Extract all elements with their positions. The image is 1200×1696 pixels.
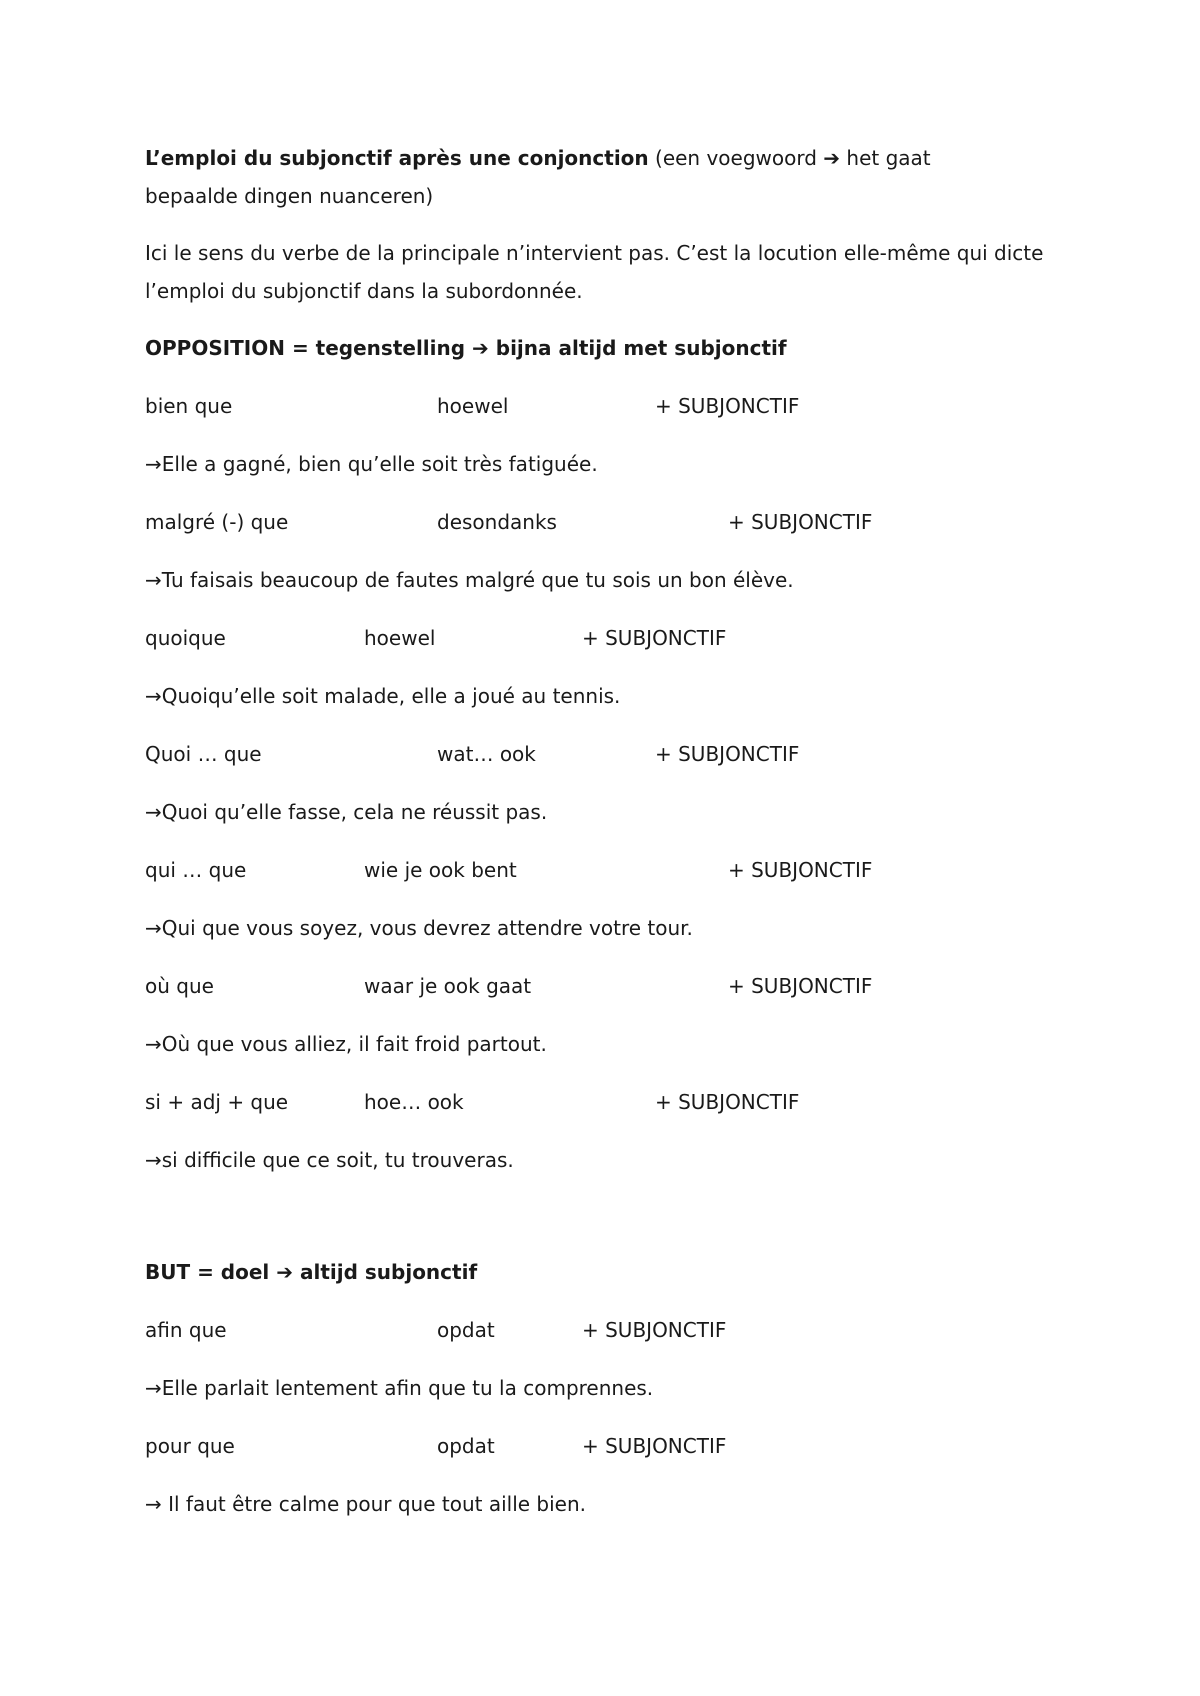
but-heading: BUT = doel ➔ altijd subjonctif xyxy=(145,1260,478,1284)
conjunction-mode: + SUBJONCTIF xyxy=(728,974,873,998)
title-bold: L’emploi du subjonctif après une conjonction xyxy=(145,146,649,170)
conjunction-nl: wat… ook xyxy=(437,742,536,766)
intro-line-2: l’emploi du subjonctif dans la subordonnée. xyxy=(145,279,583,303)
conjunction-mode: + SUBJONCTIF xyxy=(655,1090,800,1114)
conjunction-fr: pour que xyxy=(145,1434,235,1458)
conjunction-nl: hoewel xyxy=(364,626,436,650)
conjunction-mode: + SUBJONCTIF xyxy=(582,1434,727,1458)
example-sentence: →Tu faisais beaucoup de fautes malgré que tu sois un bon élève. xyxy=(145,568,794,592)
opposition-heading: OPPOSITION = tegenstelling ➔ bijna altijd met subjonctif xyxy=(145,336,787,360)
example-sentence: →Qui que vous soyez, vous devrez attendre votre tour. xyxy=(145,916,693,940)
conjunction-mode: + SUBJONCTIF xyxy=(728,510,873,534)
example-sentence: →si difficile que ce soit, tu trouveras. xyxy=(145,1148,514,1172)
conjunction-mode: + SUBJONCTIF xyxy=(655,742,800,766)
conjunction-nl: hoe… ook xyxy=(364,1090,464,1114)
example-sentence: →Elle a gagné, bien qu’elle soit très fatiguée. xyxy=(145,452,598,476)
conjunction-fr: quoique xyxy=(145,626,226,650)
conjunction-mode: + SUBJONCTIF xyxy=(655,394,800,418)
conjunction-fr: qui … que xyxy=(145,858,247,882)
example-sentence: → Il faut être calme pour que tout aille bien. xyxy=(145,1492,586,1516)
conjunction-fr: si + adj + que xyxy=(145,1090,289,1114)
conjunction-fr: afin que xyxy=(145,1318,227,1342)
conjunction-mode: + SUBJONCTIF xyxy=(582,1318,727,1342)
conjunction-nl: desondanks xyxy=(437,510,557,534)
example-sentence: →Elle parlait lentement afin que tu la comprennes. xyxy=(145,1376,654,1400)
document-title xyxy=(145,146,931,170)
conjunction-nl: opdat xyxy=(437,1318,495,1342)
conjunction-nl: waar je ook gaat xyxy=(364,974,532,998)
conjunction-fr: où que xyxy=(145,974,214,998)
example-sentence: →Quoiqu’elle soit malade, elle a joué au tennis. xyxy=(145,684,621,708)
conjunction-nl: hoewel xyxy=(437,394,509,418)
title-note: (een voegwoord ➔ het gaat xyxy=(648,146,931,170)
example-sentence: →Où que vous alliez, il fait froid partout. xyxy=(145,1032,547,1056)
conjunction-fr: malgré (-) que xyxy=(145,510,289,534)
conjunction-mode: + SUBJONCTIF xyxy=(728,858,873,882)
conjunction-fr: Quoi … que xyxy=(145,742,262,766)
intro-line-1: Ici le sens du verbe de la principale n’intervient pas. C’est la locution elle-même qui dicte xyxy=(145,241,1044,265)
conjunction-fr: bien que xyxy=(145,394,233,418)
conjunction-nl: opdat xyxy=(437,1434,495,1458)
conjunction-mode: + SUBJONCTIF xyxy=(582,626,727,650)
title-note-line2: bepaalde dingen nuanceren) xyxy=(145,184,434,208)
example-sentence: →Quoi qu’elle fasse, cela ne réussit pas. xyxy=(145,800,548,824)
conjunction-nl: wie je ook bent xyxy=(364,858,517,882)
